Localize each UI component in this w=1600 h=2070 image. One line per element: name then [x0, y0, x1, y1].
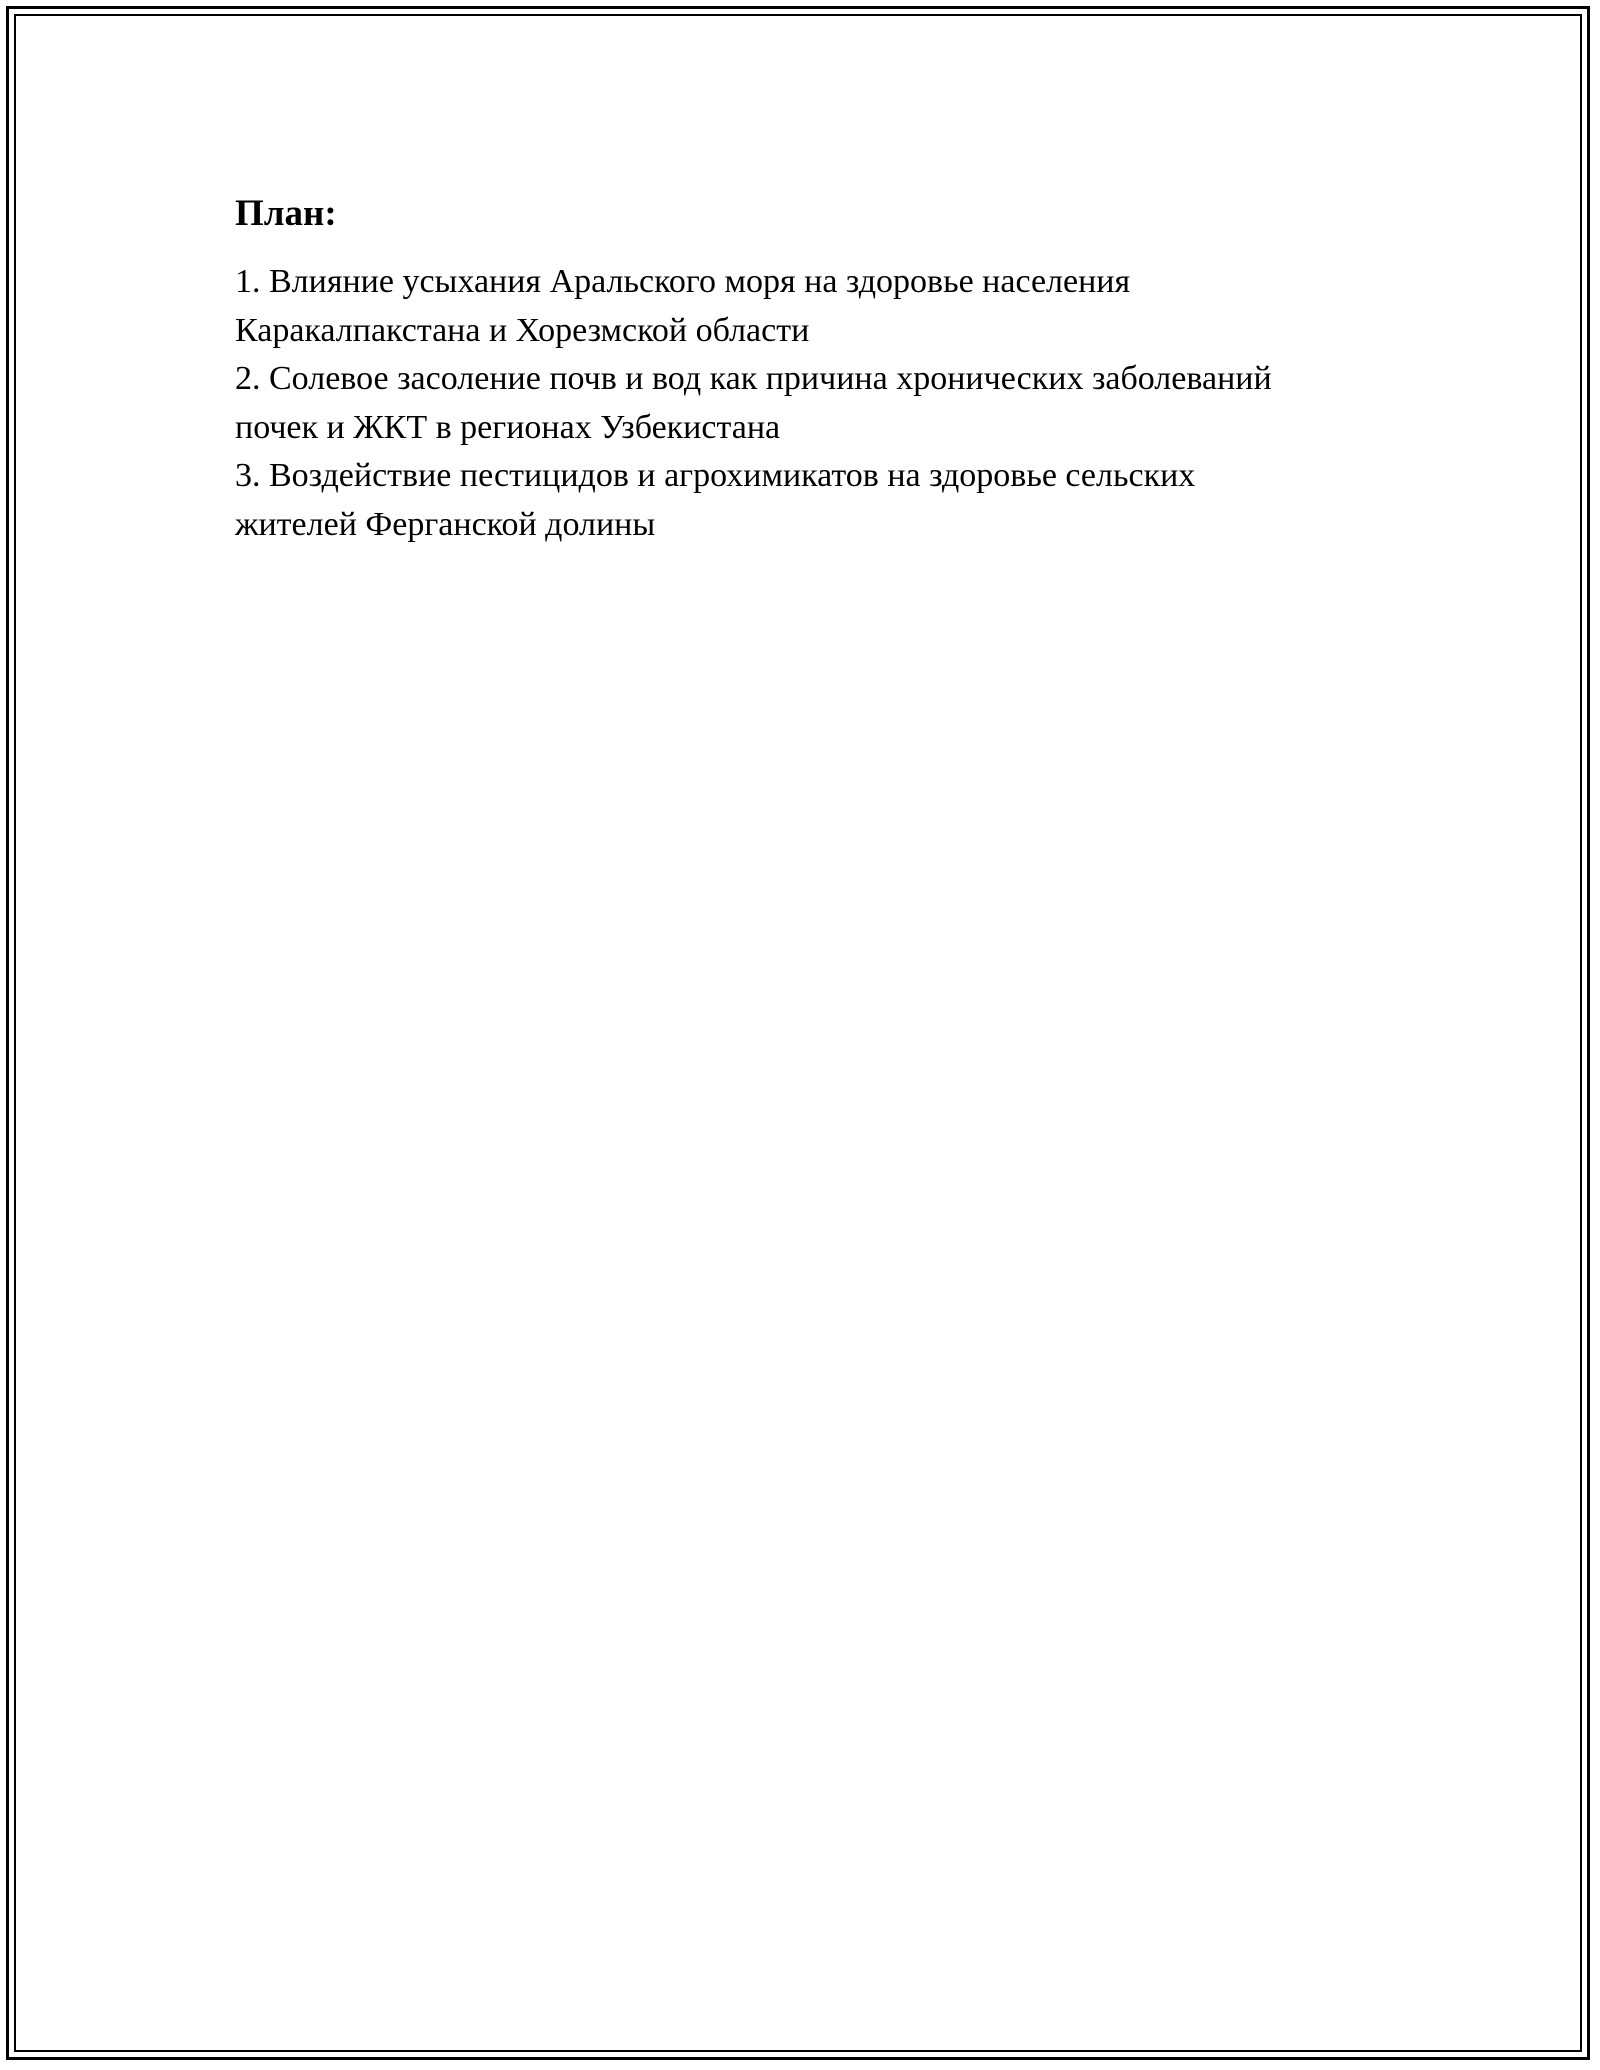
plan-item-1-line-1: 1. Влияние усыхания Аральского моря на здоровье населения	[235, 263, 1131, 300]
plan-item-2-line-2: почек и ЖКТ в регионах Узбекистана	[235, 408, 781, 446]
plan-list	[235, 258, 1385, 549]
plan-item-3-line-1: 3. Воздействие пестицидов и агрохимикатов на здоровье сельских	[235, 457, 1196, 494]
plan-item-1-line-2: Каракалпакстана и Хорезмской области	[235, 311, 810, 349]
plan-item-2-line-1: 2. Солевое засоление почв и вод как причина хронических заболеваний	[235, 360, 1272, 397]
document-content	[235, 190, 1385, 549]
plan-item-3-line-2: жителей Ферганской долины	[235, 505, 656, 543]
plan-heading: План:	[235, 193, 337, 234]
